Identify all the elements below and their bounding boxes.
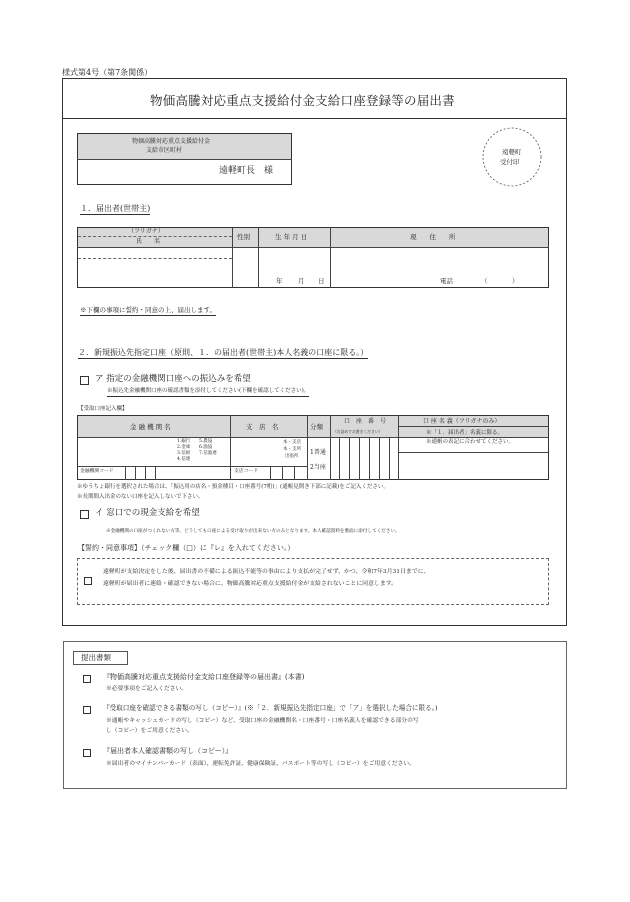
branch-code-label: 支店コード	[234, 469, 258, 474]
bank-type-7: 7.信漁連	[199, 451, 217, 456]
pledge-line1: 遠軽町が支給決定をした後、届出書の不備による振込不能等の事由により支払が完了せず、かつ、令和7年3月31日までに、	[103, 569, 430, 575]
phone-label: 電話	[440, 277, 453, 285]
bank-type-2: 2.金庫	[177, 445, 191, 450]
section2-heading: ２．新規振込先指定口座（原則、１．の届出者(世帯主)本人名義の口座に限る。）	[78, 348, 369, 357]
yucho-note: ※ゆうちょ銀行を選択された場合は、「振込用の店名・預金種目・口座番号(7桁)」(通帳見開き下部に記載)をご記入ください。	[77, 484, 389, 490]
stamp-line2: 受付印	[500, 158, 520, 166]
account-type-1: 1普通	[310, 449, 326, 456]
branch-type-3: 出張所	[285, 454, 299, 459]
submission-item2-note2: し（コピー）をご用意ください。	[106, 728, 193, 734]
bank-type-6: 6.漁協	[199, 445, 213, 450]
col-holder: 口 座 名 義（フリガナのみ）	[423, 418, 501, 425]
option-a-checkbox[interactable]	[80, 376, 89, 385]
long-note: ※長期間入出金のない口座を記入しないで下さい。	[77, 494, 204, 500]
addressee-line2: 支給市区町村	[146, 147, 183, 154]
bank-type-3: 3.信組	[177, 451, 191, 456]
col-account-sub: （右詰めでお書きください）	[333, 429, 383, 434]
name-label: 氏 名	[136, 238, 161, 245]
stamp-line1: 遠軽町	[502, 148, 522, 156]
submission-item1-note: ※必要事項をご記入ください。	[106, 686, 188, 692]
submission-item3-note: ※届出者のマイナンバーカード（表面）、運転免許証、健康保険証、パスポート等の写し（コピー）をご用意ください。	[106, 761, 415, 767]
gender-label: 性別	[237, 233, 250, 241]
option-a-label: ア 指定の金融機関口座への振込みを希望	[95, 374, 251, 384]
branch-type-1: 本・支店	[283, 440, 301, 445]
section1-heading: １．届出者(世帯主)	[80, 204, 151, 213]
branch-type-2: 本・支所	[283, 447, 301, 452]
bank-code-label: 金融機関コード	[80, 469, 114, 474]
submission-item1: 『物価高騰対応重点支援給付金支給口座登録等の届出書』(本書)	[103, 673, 305, 681]
option-a-note: ※振込先金融機関口座の確認書類を添付してください(下欄を確認してください)。	[107, 389, 309, 397]
month-label: 月	[298, 277, 305, 285]
col-type: 分類	[310, 423, 323, 431]
submission-item3: 『届出者本人確認書類の写し（コピー）』	[103, 747, 233, 755]
bank-type-5: 5.農協	[199, 439, 213, 444]
addressee-name: 遠軽町長 様	[219, 166, 274, 176]
account-type-2: 2当座	[310, 464, 326, 471]
option-i-label: イ 窓口での現金支給を希望	[95, 508, 200, 518]
submission-item2: 『受取口座を確認できる書類の写し（コピー）』(※「２．新規振込先指定口座」で「ア」を選択した場合に限る。)	[103, 704, 438, 712]
pledge-heading: 【誓約・同意事項】（チェック欄（□）に『レ』を入れてください。）	[78, 544, 295, 552]
col-branch: 支 店 名	[246, 423, 279, 431]
year-label: 年	[276, 277, 283, 285]
furigana-label: （フリガナ）	[128, 228, 164, 235]
form-label: 様式第4号（第7条関係）	[62, 68, 153, 77]
bank-type-1: 1.銀行	[177, 439, 191, 444]
pledge-line2: 遠軽町が届出者に連絡・確認できない場合に、物価高騰対応重点支援給付金が支給されないことに同意します。	[103, 581, 398, 587]
birthdate-label: 生 年 月 日	[275, 233, 308, 241]
col-bank: 金 融 機 関 名	[130, 423, 171, 431]
submission-item1-checkbox[interactable]	[83, 675, 91, 683]
pledge-checkbox[interactable]	[84, 577, 92, 585]
phone-paren-open: （	[481, 277, 488, 285]
addressee-line1: 物価高騰対応重点支援給付金	[132, 138, 211, 145]
submission-item2-note1: ※通帳やキャッシュカードの写し（コピー）など、受取口座の金融機関名・口座番号・口座名義人を確認できる部分の写	[106, 718, 419, 724]
holder-note-1: ※「１．届出者」名義に限る。	[426, 430, 504, 436]
col-account: 口 座 番 号	[344, 418, 387, 425]
holder-note-2: ※通帳の表記に合わせてください。	[426, 439, 515, 445]
option-i-checkbox[interactable]	[80, 510, 89, 519]
address-label: 現 住 所	[410, 233, 456, 241]
bank-table-label: 【受取口座記入欄】	[78, 406, 128, 412]
agreement-note: ※下欄の事項に誓約・同意の上、届出します。	[80, 306, 216, 314]
page-title: 物価高騰対応重点支援給付金支給口座登録等の届出書	[150, 93, 455, 108]
option-i-note: ※金融機関の口座がつくれない方等、どうしても口座による受け取りが出来ない方のみとなります。本人確認資料を裏面に添付してください。	[106, 529, 400, 534]
submission-item3-checkbox[interactable]	[83, 749, 91, 757]
phone-paren-close: ）	[512, 277, 519, 285]
submission-heading: 提出書類	[81, 653, 111, 662]
bank-type-4: 4.信連	[177, 457, 191, 462]
submission-item2-checkbox[interactable]	[83, 706, 91, 714]
day-label: 日	[318, 277, 325, 285]
